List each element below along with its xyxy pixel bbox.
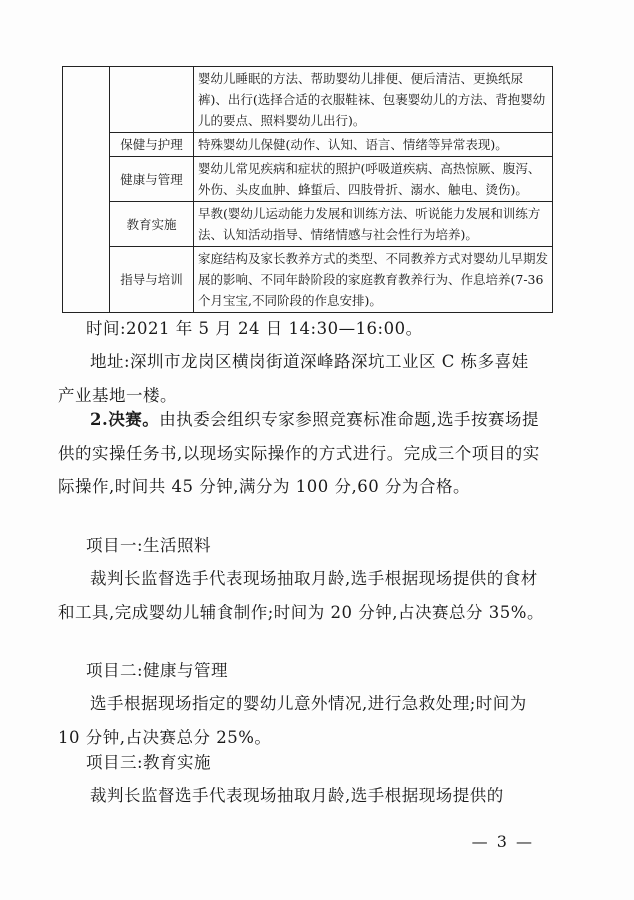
table-cell-category: 教育实施: [110, 202, 194, 247]
final-text: 由执委会组织专家参照竞赛标准命题,选手按赛场提供的实操任务书,以现场实际操作的方式进行。完成三个项目的实际操作,时间共 45 分钟,满分为 100 分,60 分为合格。: [58, 410, 540, 496]
table-cell-content: 婴幼儿常见疾病和症状的照护(呼吸道疾病、高热惊厥、腹泻、外伤、头皮血肿、蜂蜇后、四肢骨折、溺水、触电、烫伤)。: [194, 157, 553, 202]
table-cell-category: [110, 67, 194, 133]
table-row: [63, 157, 553, 202]
table-row: [63, 133, 553, 157]
item2-text: 选手根据现场指定的婴幼儿意外情况,进行急救处理;时间为 10 分钟,占决赛总分 25%。: [58, 694, 527, 747]
page-number: — 3 —: [471, 832, 534, 851]
table-cell-category: 保健与护理: [110, 133, 194, 157]
time-line: 时间:2021 年 5 月 24 日 14:30—16:00。: [86, 319, 423, 338]
table-cell-category: 健康与管理: [110, 157, 194, 202]
table-row: [63, 202, 553, 247]
item2-title: 项目二:健康与管理: [86, 661, 229, 680]
syllabus-table: [62, 66, 553, 313]
address-paragraph: 地址:深圳市龙岗区横岗街道深峰路深坑工业区 C 栋多喜娃产业基地一楼。: [58, 352, 529, 405]
table-row: [63, 67, 553, 133]
table-cell-blank: [63, 67, 110, 313]
table-cell-content: 特殊婴幼儿保健(动作、认知、语言、情绪等异常表现)。: [194, 133, 553, 157]
table-row: [63, 247, 553, 313]
table-cell-content: 家庭结构及家长教养方式的类型、不同教养方式对婴幼儿早期发展的影响、不同年龄阶段的家庭教育教养行为、作息培养(7-36个月宝宝,不同阶段的作息安排)。: [194, 247, 553, 313]
table-cell-content: 早教(婴幼儿运动能力发展和训练方法、听说能力发展和训练方法、认知活动指导、情绪情感与社会性行为培养)。: [194, 202, 553, 247]
table-cell-content: 婴幼儿睡眠的方法、帮助婴幼儿排便、便后清洁、更换纸尿裤)、出行(选择合适的衣服鞋袜、包裹婴幼儿的方法、背抱婴幼儿的要点、照料婴幼儿出行)。: [194, 67, 553, 133]
final-title: 2.决赛。: [90, 410, 160, 429]
item1-title: 项目一:生活照料: [86, 536, 212, 555]
final-paragraph: [58, 403, 544, 504]
item1-text: 裁判长监督选手代表现场抽取月龄,选手根据现场提供的食材和工具,完成婴幼儿辅食制作;时间为 20 分钟,占决赛总分 35%。: [58, 569, 544, 622]
table-cell-category: 指导与培训: [110, 247, 194, 313]
item3-title: 项目三:教育实施: [86, 753, 212, 772]
item3-text: 裁判长监督选手代表现场抽取月龄,选手根据现场提供的: [90, 786, 504, 805]
